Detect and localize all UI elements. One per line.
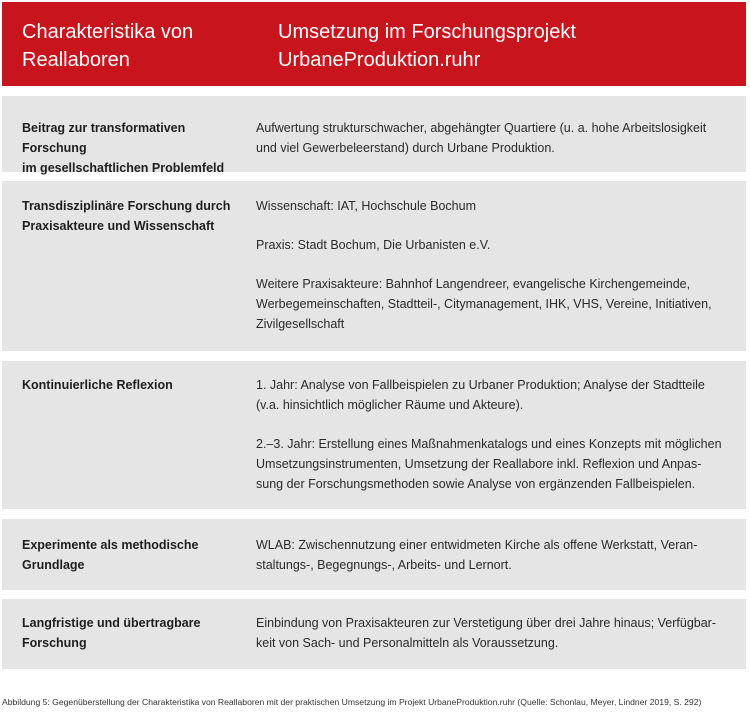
row-paragraph: 1. Jahr: Analyse von Fallbeispielen zu Urbaner Produktion; Analyse der Stadtteile (v.a. hinsichtlich möglicher Räume und Akteure). [256,378,705,412]
row-paragraph: Praxis: Stadt Bochum, Die Urbanisten e.V. [256,238,491,252]
figure-caption: Abbildung 5: Gegenüberstellung der Charakteristika von Reallaboren mit der praktischen Umsetzung im Projekt UrbaneProduktion.ruhr (Quelle: Schonlau, Meyer, Lindner 2019, S. 292) [2,697,702,707]
row-value [256,375,726,494]
header-implementation: Umsetzung im Forschungsprojekt UrbaneProduktion.ruhr [278,21,576,71]
row-label: Langfristige und übertragbare Forschung [22,616,201,650]
table-row [2,96,746,175]
table-row [2,599,746,669]
row-label: Kontinuierliche Reflexion [22,378,173,392]
row-paragraph: WLAB: Zwischennutzung einer entwidmeten Kirche als offene Werkstatt, Veran- staltungs-, Begegnungs-, Arbeits- und Lernort. [256,538,698,572]
row-label: Beitrag zur transformativen Forschung im gesellschaftlichen Problemfeld [22,121,225,175]
table-row [2,361,746,509]
table-header [2,2,746,86]
row-paragraph: Wissenschaft: IAT, Hochschule Bochum [256,199,476,213]
row-value [256,535,726,575]
header-characteristics: Charakteristika von Reallaboren [22,21,194,71]
row-label: Transdisziplinäre Forschung durch Praxisakteure und Wissenschaft [22,199,231,233]
row-paragraph: Aufwertung strukturschwacher, abgehängter Quartiere (u. a. hohe Arbeitslosigkeit und viel Gewerbeleerstand) durch Urbane Produktion. [256,121,707,155]
row-value [256,613,726,653]
table-row [2,519,746,590]
row-paragraph: Einbindung von Praxisakteuren zur Verstetigung über drei Jahre hinaus; Verfügbar- keit von Sach- und Personalmitteln als Voraussetzung. [256,616,717,650]
table-row [2,181,746,351]
row-paragraph: Weitere Praxisakteure: Bahnhof Langendreer, evangelische Kirchengemeinde, Werbegemeinschaften, Stadtteil-, Citymanagement, IHK, VHS, Vereine, Initiativen, Zivilgesellschaft [256,277,712,331]
row-value [256,196,726,334]
row-value [256,118,726,158]
row-paragraph: 2.–3. Jahr: Erstellung eines Maßnahmenkatalogs und eines Konzepts mit möglichen Umsetzungsinstrumenten, Umsetzung der Reallabore inkl. Reflexion und Anpas- sung der Forschungsmethoden sowie Analyse von ergänzenden Fallbeispielen. [256,437,722,491]
row-label: Experimente als methodische Grundlage [22,538,199,572]
